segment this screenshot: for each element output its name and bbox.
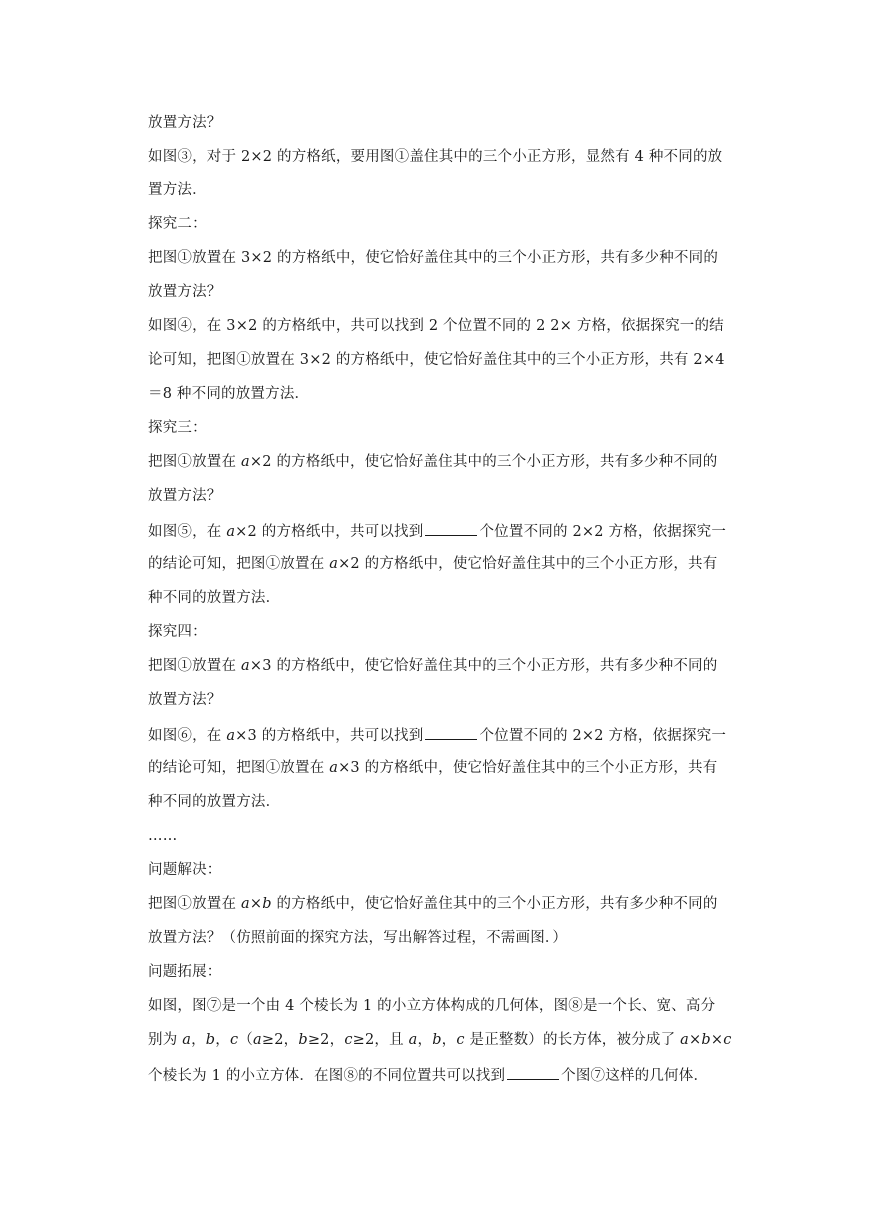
text-line (148, 248, 718, 268)
variable-a: a (680, 1032, 689, 1048)
text-span: 的方格纸中，使它恰好盖住其中的三个小正方形，共有多少种不同的 (271, 896, 718, 912)
variable-b: b (205, 1032, 216, 1048)
variable-a: a (253, 1032, 262, 1048)
text-span: ， (215, 1032, 230, 1048)
text-span: 如图④，在 3×2 的方格纸中，共可以找到 2 个位置不同的 2 2× 方格，依据探究一的结 (148, 318, 724, 334)
text-line (148, 180, 207, 200)
text-span: ×3 的方格纸中，使它恰好盖住其中的三个小正方形，共有多少种不同的 (249, 658, 718, 674)
text-line (148, 894, 718, 914)
text-span: 放置方法？ (148, 284, 222, 300)
variable-a: a (226, 524, 236, 540)
text-span: 个位置不同的 2×2 方格，依据探究一 (479, 728, 727, 744)
text-span: ， (441, 1032, 457, 1048)
text-line (148, 1030, 732, 1050)
text-span: 如图，图⑦是一个由 4 个棱长为 1 的小立方体构成的几何体，图⑧是一个长、宽、高分 (148, 998, 716, 1014)
text-span: 如图⑥，在 (148, 728, 227, 744)
variable-a: a (241, 658, 250, 674)
variable-a: a (329, 556, 339, 572)
text-line (148, 486, 222, 506)
text-line (148, 758, 717, 778)
text-span: 种不同的放置方法． (148, 590, 281, 606)
text-span: × (688, 1032, 702, 1048)
text-span: 个棱长为 1 的小立方体．在图⑧的不同位置共可以找到 (148, 1068, 506, 1084)
variable-a: a (226, 728, 236, 744)
text-span: 放置方法？ (148, 692, 222, 708)
ellipsis (148, 826, 177, 846)
variable-c: c (229, 1032, 239, 1048)
text-span: 个图⑦这样的几何体． (561, 1068, 709, 1084)
text-line (148, 282, 222, 302)
text-span: 置方法． (148, 182, 207, 198)
text-span: 个位置不同的 2×2 方格，依据探究一 (479, 524, 727, 540)
text-span: ≥2， (307, 1032, 345, 1048)
text-line (148, 350, 725, 370)
answer-blank[interactable] (425, 520, 477, 536)
text-line (148, 996, 715, 1016)
text-span: 把图①放置在 (148, 896, 242, 912)
answer-blank[interactable] (507, 1064, 559, 1080)
text-span: 把图①放置在 (148, 658, 242, 674)
text-span: …… (148, 828, 178, 844)
variable-c: c (723, 1032, 732, 1048)
text-span: ≥2，且 (352, 1032, 409, 1048)
text-span: 种不同的放置方法． (148, 794, 281, 810)
answer-blank[interactable] (425, 724, 477, 740)
text-span: （ (238, 1032, 253, 1048)
text-span: ×3 的方格纸中，共可以找到 (235, 728, 424, 744)
text-line (148, 792, 280, 812)
text-span: 把图①放置在 3×2 的方格纸中，使它恰好盖住其中的三个小正方形，共有多少种不同的 (148, 250, 719, 266)
text-span: 的结论可知，把图①放置在 (148, 556, 330, 572)
text-span: 探究三： (148, 420, 207, 436)
text-line (148, 554, 717, 574)
text-span: 的结论可知，把图①放置在 (148, 760, 330, 776)
variable-a: a (408, 1032, 418, 1048)
text-span: ＝8 种不同的放置方法． (148, 386, 310, 402)
text-line (148, 520, 726, 542)
variable-a: a (329, 760, 339, 776)
text-line (148, 656, 717, 676)
text-span: 探究四： (148, 624, 207, 640)
section-heading (148, 622, 207, 642)
section-heading (148, 860, 222, 880)
text-span: × (710, 1032, 724, 1048)
section-heading (148, 214, 207, 234)
variable-b: b (298, 1032, 308, 1048)
text-line (148, 147, 722, 167)
section-heading (148, 418, 207, 438)
text-line (148, 690, 222, 710)
text-line (148, 316, 724, 336)
variable-a: a (241, 896, 250, 912)
text-span: ×3 的方格纸中，使它恰好盖住其中的三个小正方形，共有 (338, 760, 718, 776)
text-span: 论可知，把图①放置在 3×2 的方格纸中，使它恰好盖住其中的三个小正方形，共有 2×4 (148, 352, 725, 368)
text-span: 如图③，对于 2×2 的方格纸，要用图①盖住其中的三个小正方形，显然有 4 种不同的放 (148, 149, 723, 165)
text-span: 如图⑤，在 (148, 524, 227, 540)
text-line (148, 928, 567, 948)
text-line (148, 588, 280, 608)
section-heading (148, 962, 222, 982)
text-span: 放置方法？ (148, 488, 222, 504)
text-span: ， (191, 1032, 206, 1048)
variable-a: a (182, 1032, 192, 1048)
text-line (148, 113, 222, 133)
text-line (148, 724, 726, 746)
text-span: 别为 (148, 1032, 183, 1048)
variable-b: b (432, 1032, 442, 1048)
text-span: ≥2， (261, 1032, 299, 1048)
variable-c: c (456, 1032, 465, 1048)
text-span: 放置方法？ (148, 115, 222, 131)
text-span: 探究二： (148, 216, 207, 232)
text-span: ×2 的方格纸中，使它恰好盖住其中的三个小正方形，共有多少种不同的 (249, 454, 718, 470)
text-span: ×2 的方格纸中，共可以找到 (235, 524, 424, 540)
text-span: 是正整数）的长方体，被分成了 (464, 1032, 681, 1048)
text-span: ×2 的方格纸中，使它恰好盖住其中的三个小正方形，共有 (338, 556, 718, 572)
text-span: ， (417, 1032, 433, 1048)
variable-c: c (344, 1032, 353, 1048)
variable-b: b (262, 896, 272, 912)
text-line (148, 1064, 708, 1086)
text-span: 问题解决： (148, 862, 222, 878)
variable-b: b (701, 1032, 711, 1048)
text-line (148, 384, 309, 404)
text-span: 把图①放置在 (148, 454, 242, 470)
text-span: 问题拓展： (148, 964, 222, 980)
text-line (148, 452, 717, 472)
variable-a: a (241, 454, 250, 470)
text-span: × (249, 896, 263, 912)
text-span: 放置方法？（仿照前面的探究方法，写出解答过程，不需画图．） (148, 930, 568, 946)
